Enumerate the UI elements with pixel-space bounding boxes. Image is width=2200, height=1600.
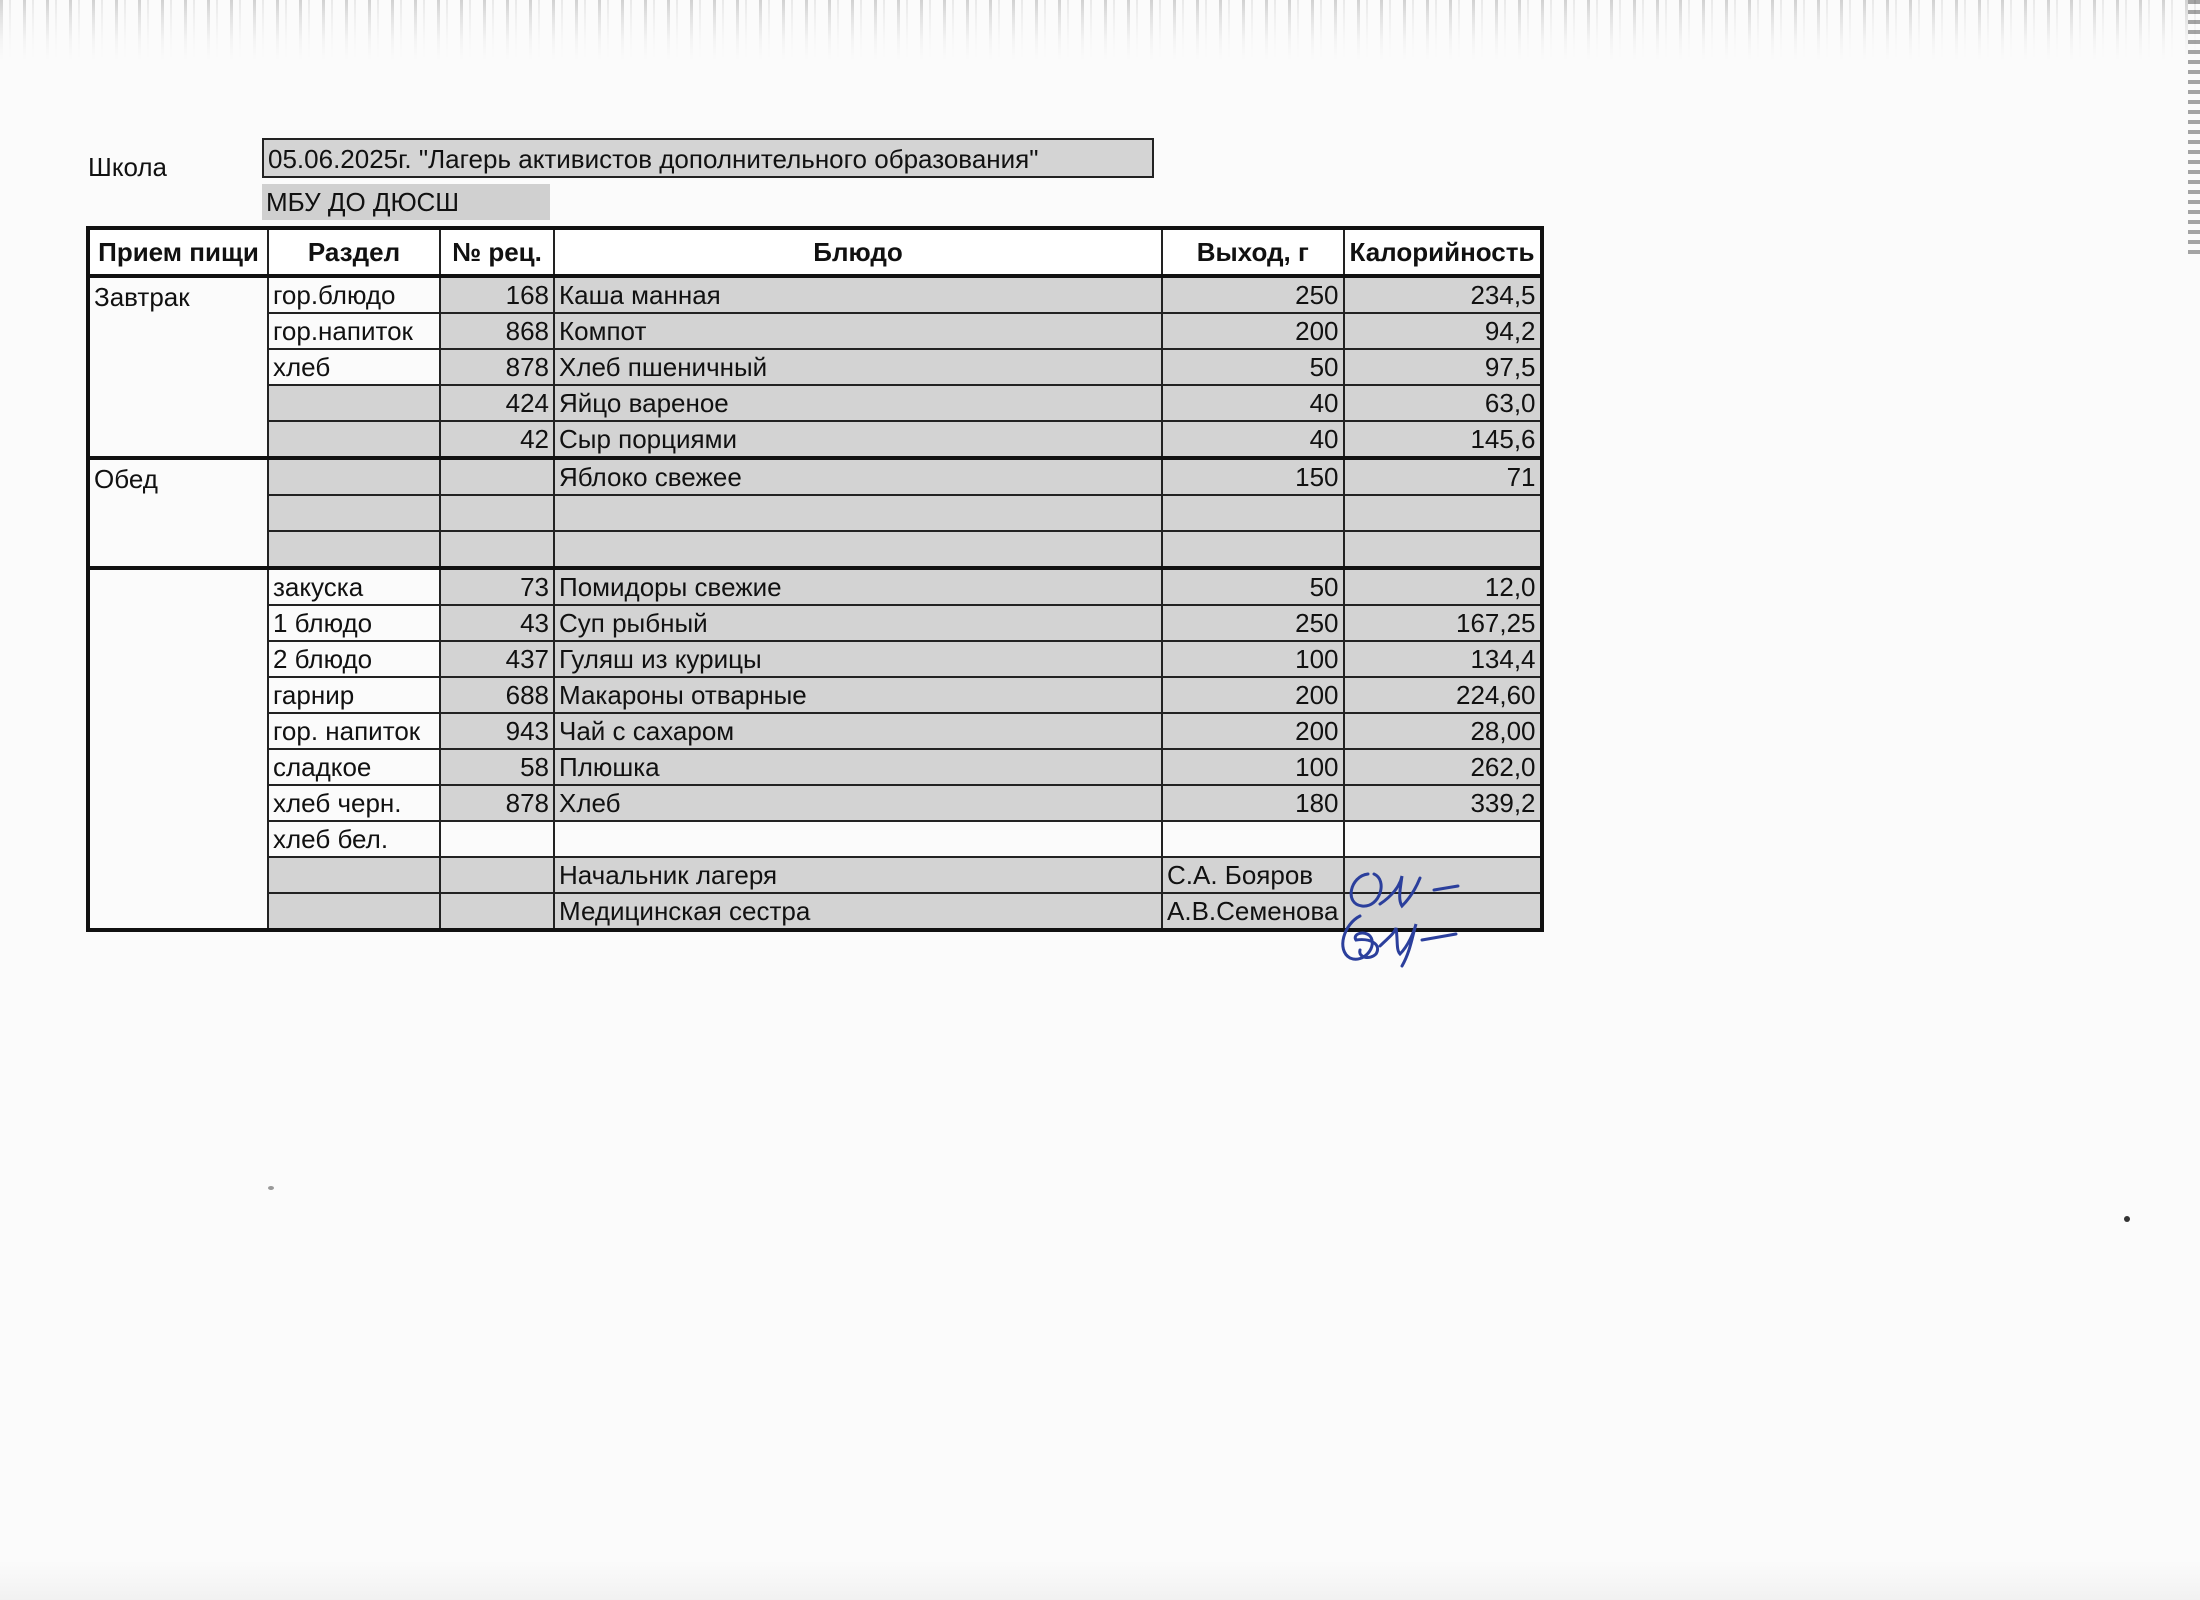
section-cell: хлеб бел. <box>268 821 440 857</box>
menu-table <box>86 226 1544 932</box>
dish-cell: Сыр порциями <box>554 421 1162 458</box>
table-row <box>88 349 1542 385</box>
signature-name: С.А. Бояров <box>1162 857 1344 893</box>
signature-role: Медицинская сестра <box>554 893 1162 930</box>
column-header-recipe: № рец. <box>440 228 554 276</box>
dish-cell: Гуляш из курицы <box>554 641 1162 677</box>
recipe-cell: 424 <box>440 385 554 421</box>
recipe-cell: 42 <box>440 421 554 458</box>
table-row <box>88 385 1542 421</box>
recipe-cell: 878 <box>440 349 554 385</box>
yield-cell <box>1162 821 1344 857</box>
recipe-cell: 943 <box>440 713 554 749</box>
dish-cell: Яйцо вареное <box>554 385 1162 421</box>
table-row <box>88 605 1542 641</box>
section-cell <box>268 458 440 495</box>
yield-cell: 250 <box>1162 276 1344 313</box>
table-row <box>88 785 1542 821</box>
dish-cell: Суп рыбный <box>554 605 1162 641</box>
table-header-row <box>88 228 1542 276</box>
recipe-cell <box>440 495 554 531</box>
meal-lunch: Обед <box>88 458 268 568</box>
yield-cell: 200 <box>1162 313 1344 349</box>
calories-cell: 12,0 <box>1344 568 1542 605</box>
column-header-dish: Блюдо <box>554 228 1162 276</box>
table-row <box>88 821 1542 857</box>
meal-unlabeled <box>88 568 268 930</box>
section-cell <box>268 421 440 458</box>
calories-cell <box>1344 821 1542 857</box>
calories-cell <box>1344 531 1542 568</box>
yield-cell <box>1162 531 1344 568</box>
section-cell: хлеб черн. <box>268 785 440 821</box>
section-cell: гарнир <box>268 677 440 713</box>
dish-cell <box>554 821 1162 857</box>
dish-cell: Хлеб пшеничный <box>554 349 1162 385</box>
section-cell: сладкое <box>268 749 440 785</box>
column-header-section: Раздел <box>268 228 440 276</box>
organization-name: МБУ ДО ДЮСШ <box>262 184 550 220</box>
meal-breakfast: Завтрак <box>88 276 268 458</box>
section-cell: гор.напиток <box>268 313 440 349</box>
section-cell: 2 блюдо <box>268 641 440 677</box>
document-title: 05.06.2025г. "Лагерь активистов дополнительного образования" <box>262 138 1154 178</box>
yield-cell: 40 <box>1162 421 1344 458</box>
calories-cell: 234,5 <box>1344 276 1542 313</box>
calories-cell: 97,5 <box>1344 349 1542 385</box>
calories-cell: 94,2 <box>1344 313 1542 349</box>
recipe-cell <box>440 893 554 930</box>
table-row <box>88 531 1542 568</box>
yield-cell <box>1162 495 1344 531</box>
table-row <box>88 713 1542 749</box>
table-row <box>88 421 1542 458</box>
paper-speck <box>268 1186 274 1190</box>
yield-cell: 100 <box>1162 749 1344 785</box>
calories-cell: 167,25 <box>1344 605 1542 641</box>
yield-cell: 200 <box>1162 713 1344 749</box>
yield-cell: 100 <box>1162 641 1344 677</box>
yield-cell: 40 <box>1162 385 1344 421</box>
table-row <box>88 641 1542 677</box>
scan-artifact-top <box>0 0 2200 60</box>
calories-cell: 63,0 <box>1344 385 1542 421</box>
table-row <box>88 276 1542 313</box>
dish-cell: Помидоры свежие <box>554 568 1162 605</box>
dish-cell: Каша манная <box>554 276 1162 313</box>
paper-speck <box>2124 1216 2130 1222</box>
recipe-cell: 43 <box>440 605 554 641</box>
calories-cell: 339,2 <box>1344 785 1542 821</box>
scan-artifact-right <box>2188 0 2200 260</box>
table-row <box>88 458 1542 495</box>
table-row <box>88 495 1542 531</box>
signature-row <box>88 893 1542 930</box>
calories-cell: 145,6 <box>1344 421 1542 458</box>
recipe-cell: 58 <box>440 749 554 785</box>
recipe-cell: 437 <box>440 641 554 677</box>
dish-cell <box>554 531 1162 568</box>
recipe-cell: 168 <box>440 276 554 313</box>
dish-cell <box>554 495 1162 531</box>
section-cell: гор.блюдо <box>268 276 440 313</box>
section-cell: гор. напиток <box>268 713 440 749</box>
dish-cell: Яблоко свежее <box>554 458 1162 495</box>
table-row <box>88 568 1542 605</box>
signature-row <box>88 857 1542 893</box>
yield-cell: 250 <box>1162 605 1344 641</box>
table-row <box>88 677 1542 713</box>
calories-cell: 28,00 <box>1344 713 1542 749</box>
recipe-cell: 868 <box>440 313 554 349</box>
calories-cell: 262,0 <box>1344 749 1542 785</box>
section-cell: закуска <box>268 568 440 605</box>
section-cell <box>268 531 440 568</box>
section-cell <box>268 893 440 930</box>
section-cell <box>268 385 440 421</box>
recipe-cell: 688 <box>440 677 554 713</box>
recipe-cell: 73 <box>440 568 554 605</box>
school-label: Школа <box>88 152 168 182</box>
scan-artifact-bottom <box>0 1560 2200 1600</box>
section-cell <box>268 857 440 893</box>
table-row <box>88 749 1542 785</box>
dish-cell: Макароны отварные <box>554 677 1162 713</box>
calories-cell <box>1344 495 1542 531</box>
recipe-cell <box>440 458 554 495</box>
dish-cell: Плюшка <box>554 749 1162 785</box>
recipe-cell <box>440 531 554 568</box>
dish-cell: Компот <box>554 313 1162 349</box>
recipe-cell <box>440 857 554 893</box>
table-row <box>88 313 1542 349</box>
calories-cell: 224,60 <box>1344 677 1542 713</box>
column-header-calories: Калорийность <box>1344 228 1542 276</box>
recipe-cell: 878 <box>440 785 554 821</box>
recipe-cell <box>440 821 554 857</box>
yield-cell: 180 <box>1162 785 1344 821</box>
signature-name: А.В.Семенова <box>1162 893 1344 930</box>
yield-cell: 50 <box>1162 349 1344 385</box>
section-cell: хлеб <box>268 349 440 385</box>
column-header-meal: Прием пищи <box>88 228 268 276</box>
calories-cell: 71 <box>1344 458 1542 495</box>
yield-cell: 200 <box>1162 677 1344 713</box>
section-cell: 1 блюдо <box>268 605 440 641</box>
section-cell <box>268 495 440 531</box>
calories-cell: 134,4 <box>1344 641 1542 677</box>
column-header-yield: Выход, г <box>1162 228 1344 276</box>
yield-cell: 150 <box>1162 458 1344 495</box>
dish-cell: Хлеб <box>554 785 1162 821</box>
yield-cell: 50 <box>1162 568 1344 605</box>
signature-cell <box>1344 857 1542 893</box>
signature-role: Начальник лагеря <box>554 857 1162 893</box>
dish-cell: Чай с сахаром <box>554 713 1162 749</box>
signature-cell <box>1344 893 1542 930</box>
